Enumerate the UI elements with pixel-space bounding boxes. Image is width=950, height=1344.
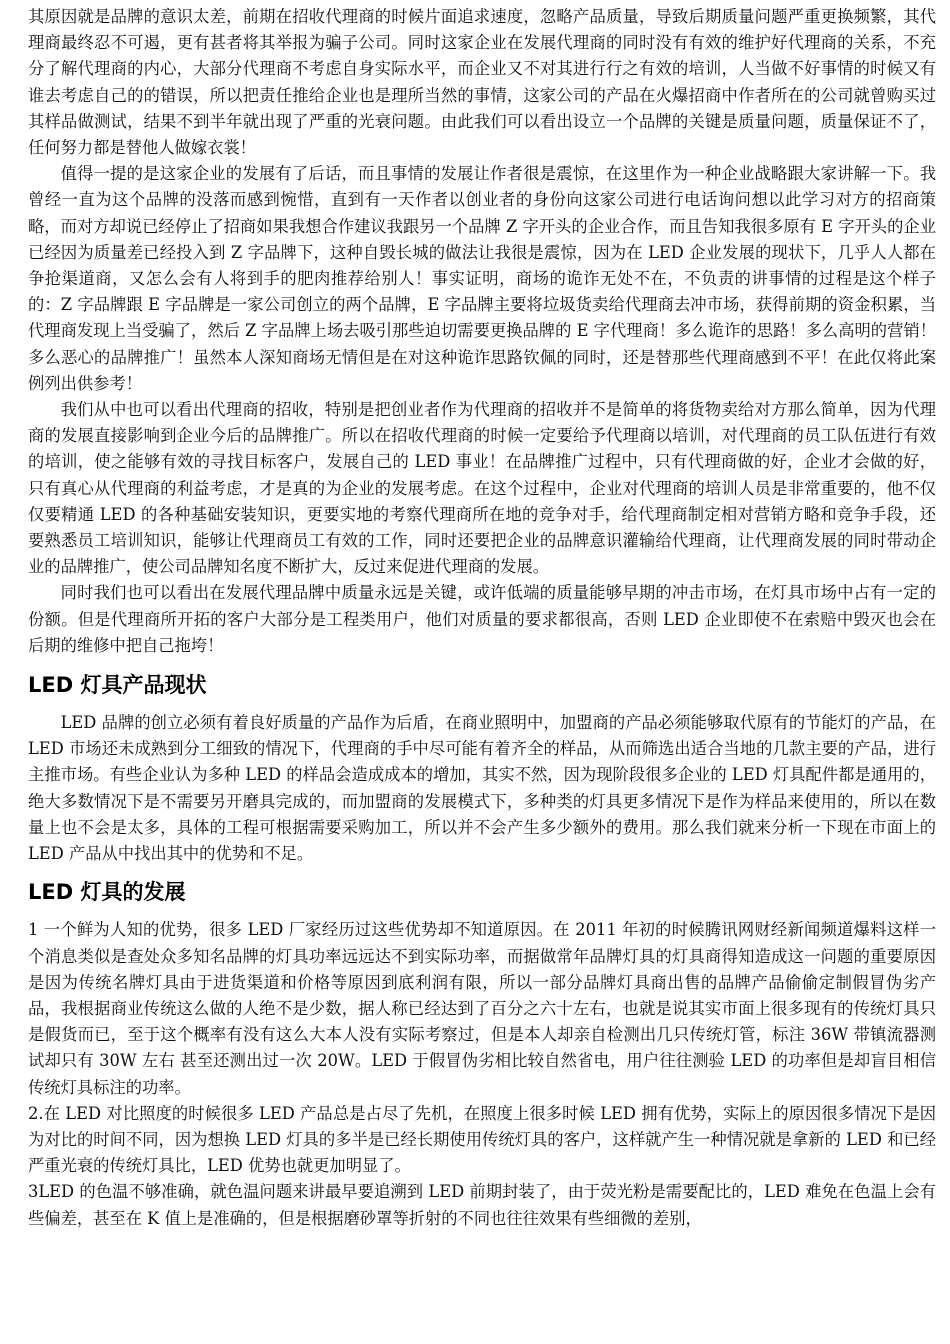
- paragraph-product-status: LED 品牌的创立必须有着良好质量的产品作为后盾，在商业照明中，加盟商的产品必须能够取代原有的节能灯的产品，在 LED 市场还未成熟到分工细致的情况下，代理商的手中尽可能有着齐全的样品，从而筛选出适合当地的几款主要的产品，进行主推市场。有些企业认为多种 LED 的样品会造成成本的增加，其实不然，因为现阶段很多企业的 LED 灯具配件都是通用的，绝大多数情况下是不需要另开磨具完成的，而加盟商的发展模式下，多种类的灯具更多情况下是作为样品来使用的，所以在数量上也不会是太多，具体的工程可根据需要采购加工，所以并不会产生多少额外的费用。那么我们就来分析一下现在市面上的 LED 产品从中找出其中的优势和不足。: [28, 713, 936, 864]
- list-item-point-3: 3LED 的色温不够准确，就色温问题来讲最早要追溯到 LED 前期封装了，由于荧光粉是需要配比的，LED 难免在色温上会有些偏差，甚至在 K 值上是准确的，但是根据磨砂罩等折射的不同也往往效果有些细微的差别，: [28, 1182, 936, 1228]
- list-item-point-2: 2.在 LED 对比照度的时候很多 LED 产品总是占尽了先机，在照度上很多时候 LED 拥有优势，实际上的原因很多情况下是因为对比的时间不同，因为想换 LED 灯具的多半是已经长期使用传统灯具的客户，这样就产生一种情况就是拿新的 LED 和已经严重光衰的传统灯具比，LED 优势也就更加明显了。: [28, 1103, 936, 1176]
- paragraph-strategy-case: 值得一提的是这家企业的发展有了后话，而且事情的发展让作者很是震惊，在这里作为一种企业战略跟大家讲解一下。我曾经一直为这个品牌的没落而感到惋惜，直到有一天作者以创业者的身份向这家公司进行电话询问想以此学习对方的招商策略，而对方却说已经停止了招商如果我想合作建议我跟另一个品牌 Z 字开头的企业合作，而且告知我很多原有 E 字开头的企业已经因为质量差已经投入到 Z 字品牌下，这种自毁长城的做法让我很是震惊，因为在 LED 企业发展的现状下，几乎人人都在争抢渠道商，又怎么会有人将到手的肥肉推荐给别人！事实证明，商场的诡诈无处不在，不负责的讲事情的过程是这个样子的：Z 字品牌跟 E 字品牌是一家公司创立的两个品牌，E 字品牌主要将垃圾货卖给代理商去冲市场，获得前期的资金积累，当代理商发现上当受骗了，然后 Z 字品牌上场去吸引那些迫切需要更换品牌的 E 字代理商！多么诡诈的思路！多么高明的营销！多么恶心的品牌推广！虽然本人深知商场无情但是在对这种诡诈思路钦佩的同时，还是替那些代理商感到不平！在此仅将此案例列出供参考！: [28, 164, 936, 393]
- section-heading-product-status: LED 灯具产品现状: [28, 673, 207, 698]
- paragraph-quality-key: 同时我们也可以看出在发展代理品牌中质量永远是关键，或许低端的质量能够早期的冲击市场，在灯具市场中占有一定的份额。但是代理商所开拓的客户大部分是工程类用户，他们对质量的要求都很高，否则 LED 企业即使不在索赔中毁灭也会在后期的维修中把自己拖垮！: [28, 583, 936, 655]
- paragraph-agent-training: 我们从中也可以看出代理商的招收，特别是把创业者作为代理商的招收并不是简单的将货物卖给对方那么简单，因为代理商的发展直接影响到企业今后的品牌推广。所以在招收代理商的时候一定要给予代理商以培训，对代理商的员工队伍进行有效的培训，使之能够有效的寻找目标客户，发展自己的 LED 事业！在品牌推广过程中，只有代理商做的好，企业才会做的好，只有真心从代理商的利益考虑，才是真的为企业的发展考虑。在这个过程中，企业对代理商的培训人员是非常重要的，他不仅仅要精通 LED 的各种基础安装知识，更要实地的考察代理商所在地的竞争对手，给代理商制定相对营销方略和竞争手段，还要熟悉员工培训知识，能够让代理商员工有效的工作，同时还要把企业的品牌意识灌输给代理商，让代理商发展的同时带动企业的品牌推广，使公司品牌知名度不断扩大，反过来促进代理商的发展。: [28, 400, 936, 577]
- list-item-point-1: 1 一个鲜为人知的优势，很多 LED 厂家经历过这些优势却不知道原因。在 2011 年初的时候腾讯网财经新闻频道爆料这样一个消息类似是查处众多知名品牌的灯具功率远远达不到实际功率，而据做常年品牌灯具的灯具商得知造成这一问题的重要原因是因为传统名牌灯具由于进货渠道和价格等原因到底利润有限，所以一部分品牌灯具商出售的品牌产品偷偷定制假冒伪劣产品，我根据商业传统这么做的人绝不是少数，据人称已经达到了百分之六十左右，也就是说其实市面上很多现有的传统灯具只是假货而已，至于这个概率有没有这么大本人没有实际考察过，但是本人却亲自检测出几只传统灯管，标注 36W 带镇流器测试却只有 30W 左右 甚至还测出过一次 20W。LED 于假冒伪劣相比较自然省电，用户往往测验 LED 的功率但是却盲目相信传统灯具标注的功率。: [28, 920, 936, 1097]
- section-heading-development: LED 灯具的发展: [28, 880, 186, 905]
- paragraph-brand-quality: 其原因就是品牌的意识太差，前期在招收代理商的时候片面追求速度，忽略产品质量，导致后期质量问题严重更换频繁，其代理商最终忍不可遏，更有甚者将其举报为骗子公司。同时这家企业在发展代理商的同时没有有效的维护好代理商的关系，不充分了解代理商的内心，大部分代理商不考虑自身实际水平，而企业又不对其进行行之有效的培训，人当做不好事情的时候又有谁去考虑自己的的错误，所以把责任推给企业也是理所当然的事情，这家公司的产品在火爆招商中作者所在的公司就曾购买过其样品做测试，结果不到半年就出现了严重的光衰问题。由此我们可以看出设立一个品牌的关键是质量问题，质量保证不了，任何努力都是替他人做嫁衣裳！: [28, 7, 936, 158]
